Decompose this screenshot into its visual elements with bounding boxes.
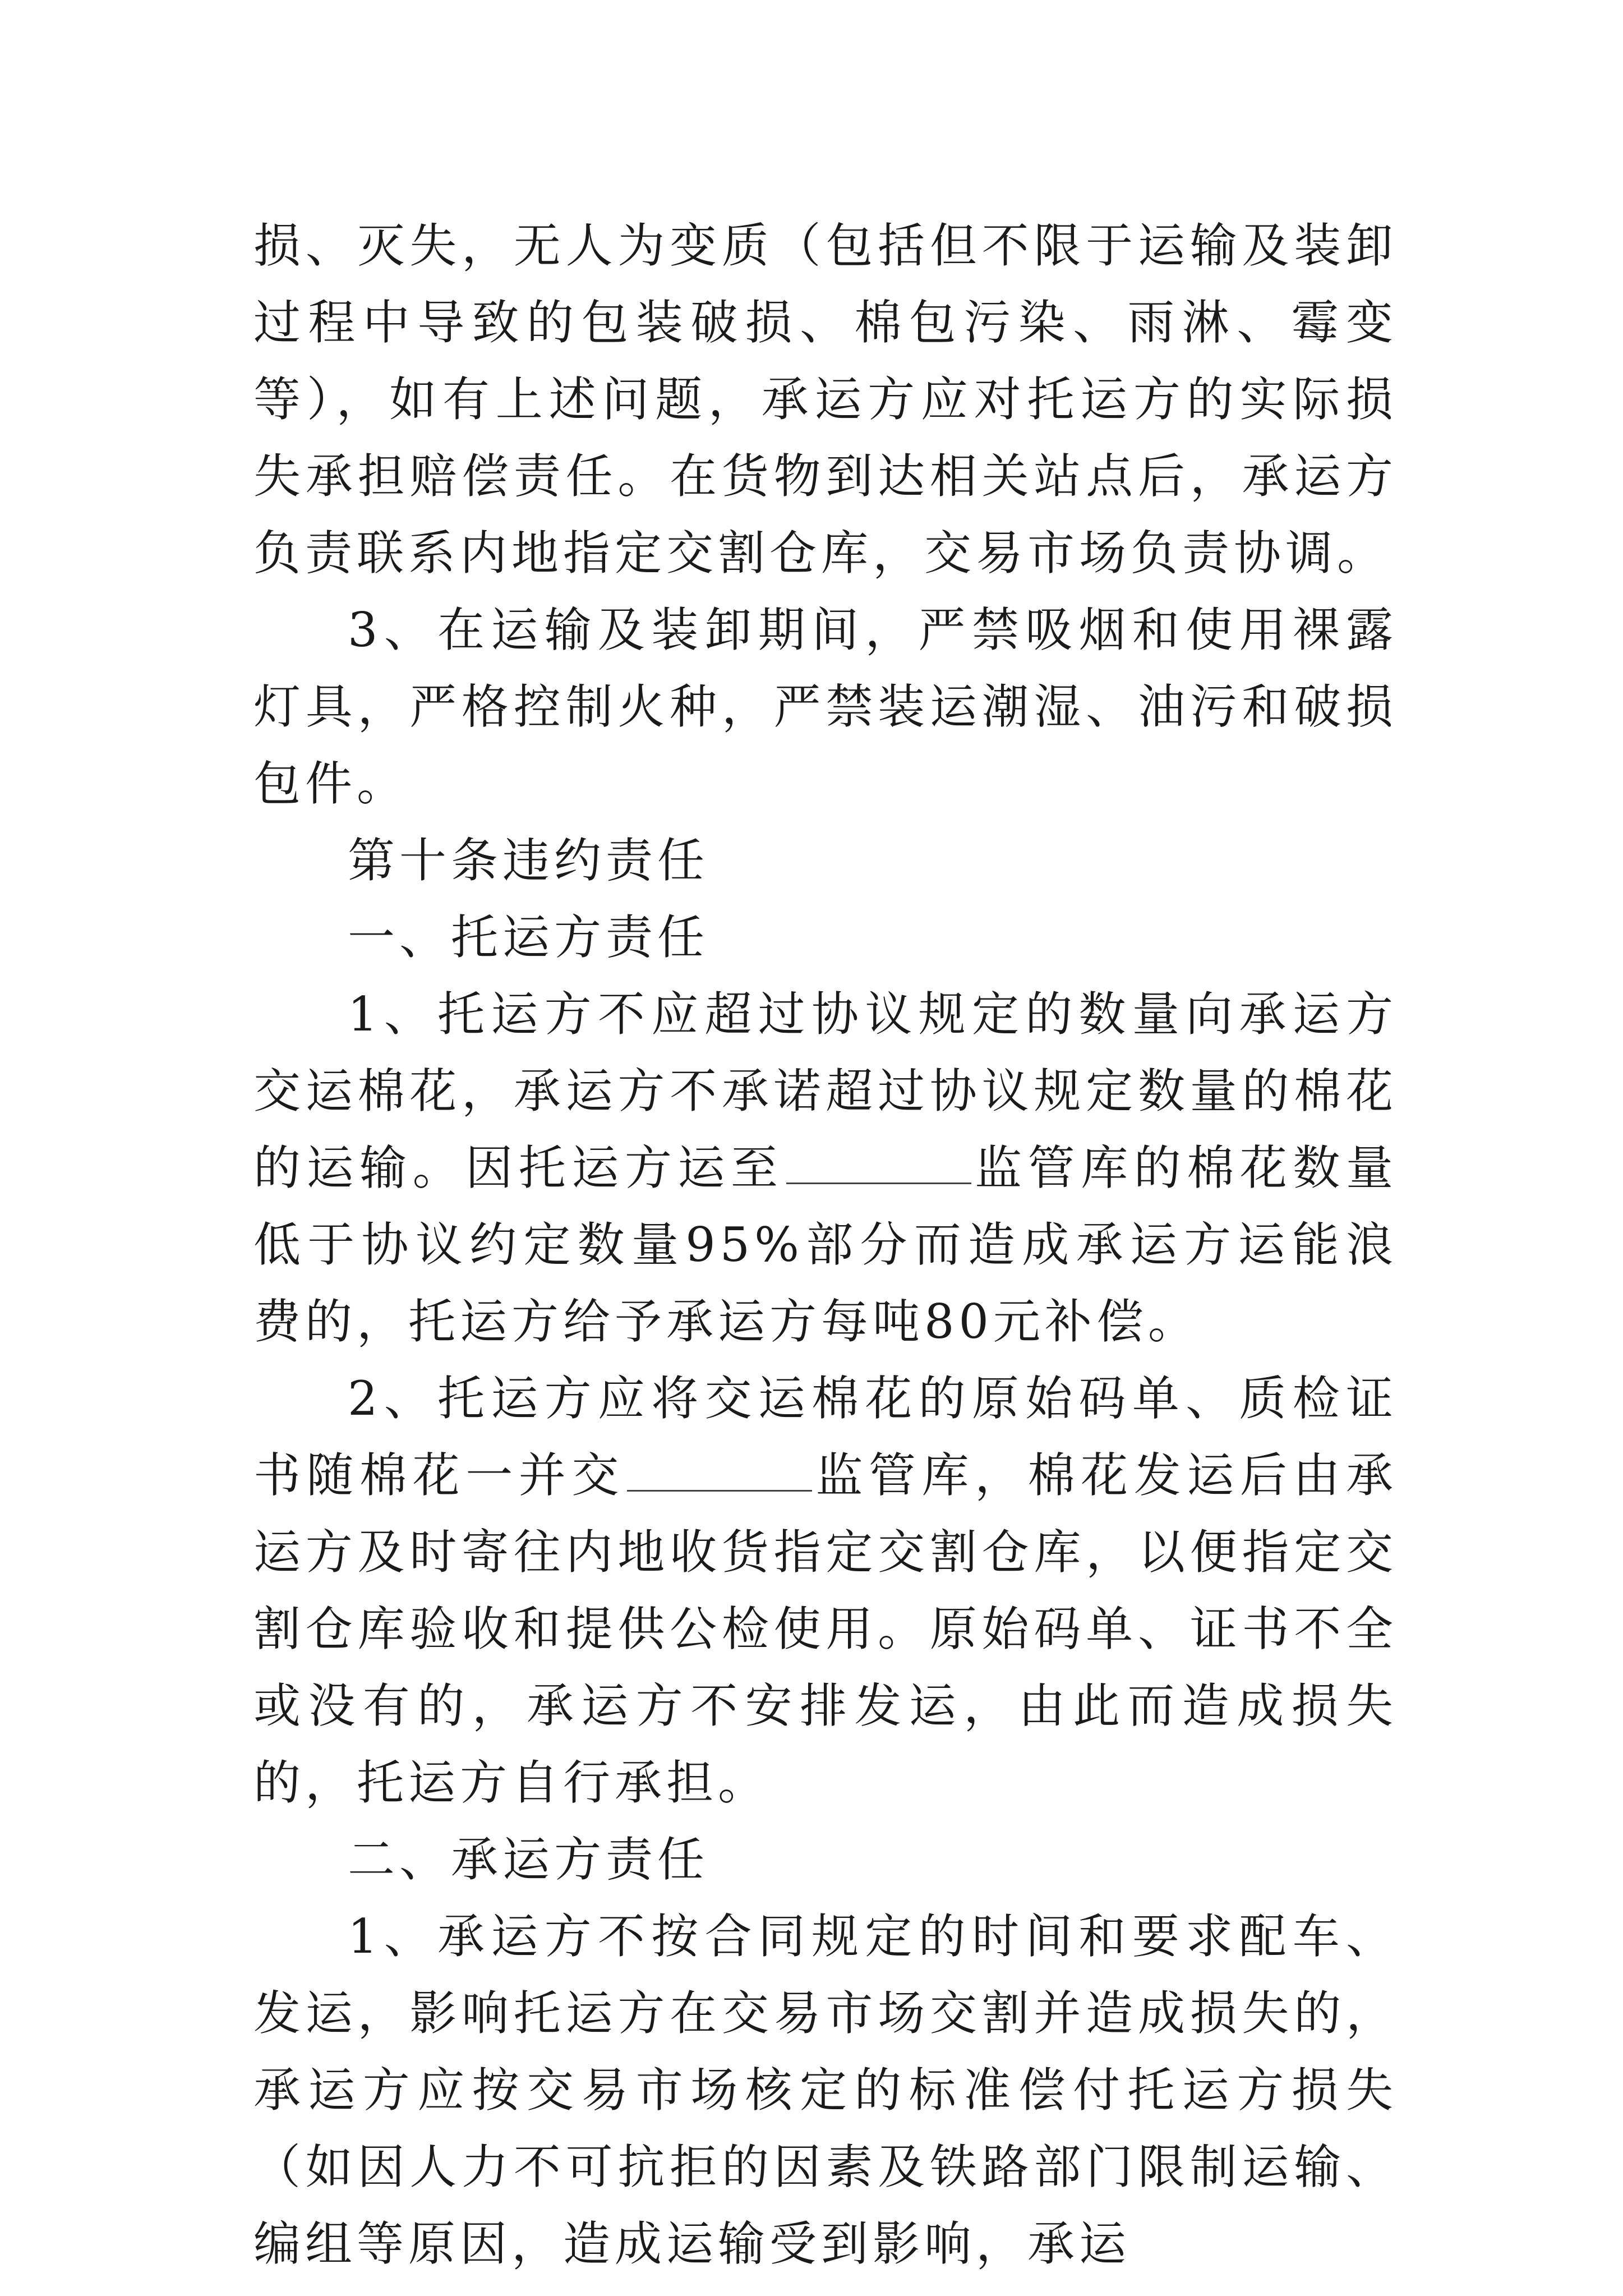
- paragraph-shipper-clause-1: [253, 976, 1398, 1360]
- paragraph-safety-rules: 3、在运输及装卸期间，严禁吸烟和使用裸露灯具，严格控制火种，严禁装运潮湿、油污和破损包件。: [253, 602, 1398, 811]
- blank-field-warehouse-1: [786, 1143, 971, 1184]
- clause-2-text-b: 监管库，棉花发运后由承运方及时寄往内地收货指定交割仓库，以便指定交割仓库验收和提供公检使用。原始码单、证书不全或没有的，承运方不安排发运，由此而造成损失的，托运方自行承担。: [253, 1448, 1398, 1810]
- paragraph-carrier-clause-1: 1、承运方不按合同规定的时间和要求配车、发运，影响托运方在交易市场交割并造成损失的，承运方应按交易市场核定的标准偿付托运方损失（如因人力不可抗拒的因素及铁路部门限制运输、编组等原因，造成运输受到影响，承运: [253, 1909, 1398, 2271]
- clause-2-text-a: 2、托运方应将交运棉花的原始码单、质检证书随棉花一并交: [253, 1371, 1398, 1503]
- clause-1-text-b: 监管库的棉花数量低于协议约定数量95%部分而造成承运方运能浪费的，托运方给予承运方每吨80元补偿。: [253, 1140, 1398, 1349]
- heading-article-10: 第十条违约责任: [348, 833, 709, 888]
- heading-shipper-responsibility: 一、托运方责任: [348, 910, 709, 965]
- blank-field-warehouse-2: [627, 1451, 812, 1492]
- document-body: [253, 208, 1398, 2283]
- paragraph-shipper-clause-2: [253, 1360, 1398, 1821]
- heading-carrier-responsibility: 二、承运方责任: [348, 1832, 709, 1887]
- paragraph-cargo-damage: 损、灭失，无人为变质（包括但不限于运输及装卸过程中导致的包装破损、棉包污染、雨淋、霉变等），如有上述问题，承运方应对托运方的实际损失承担赔偿责任。在货物到达相关站点后，承运方负责联系内地指定交割仓库，交易市场负责协调。: [253, 218, 1398, 581]
- clause-1-text-a: 1、托运方不应超过协议规定的数量向承运方交运棉花，承运方不承诺超过协议规定数量的棉花的运输。因托运方运至: [253, 987, 1398, 1195]
